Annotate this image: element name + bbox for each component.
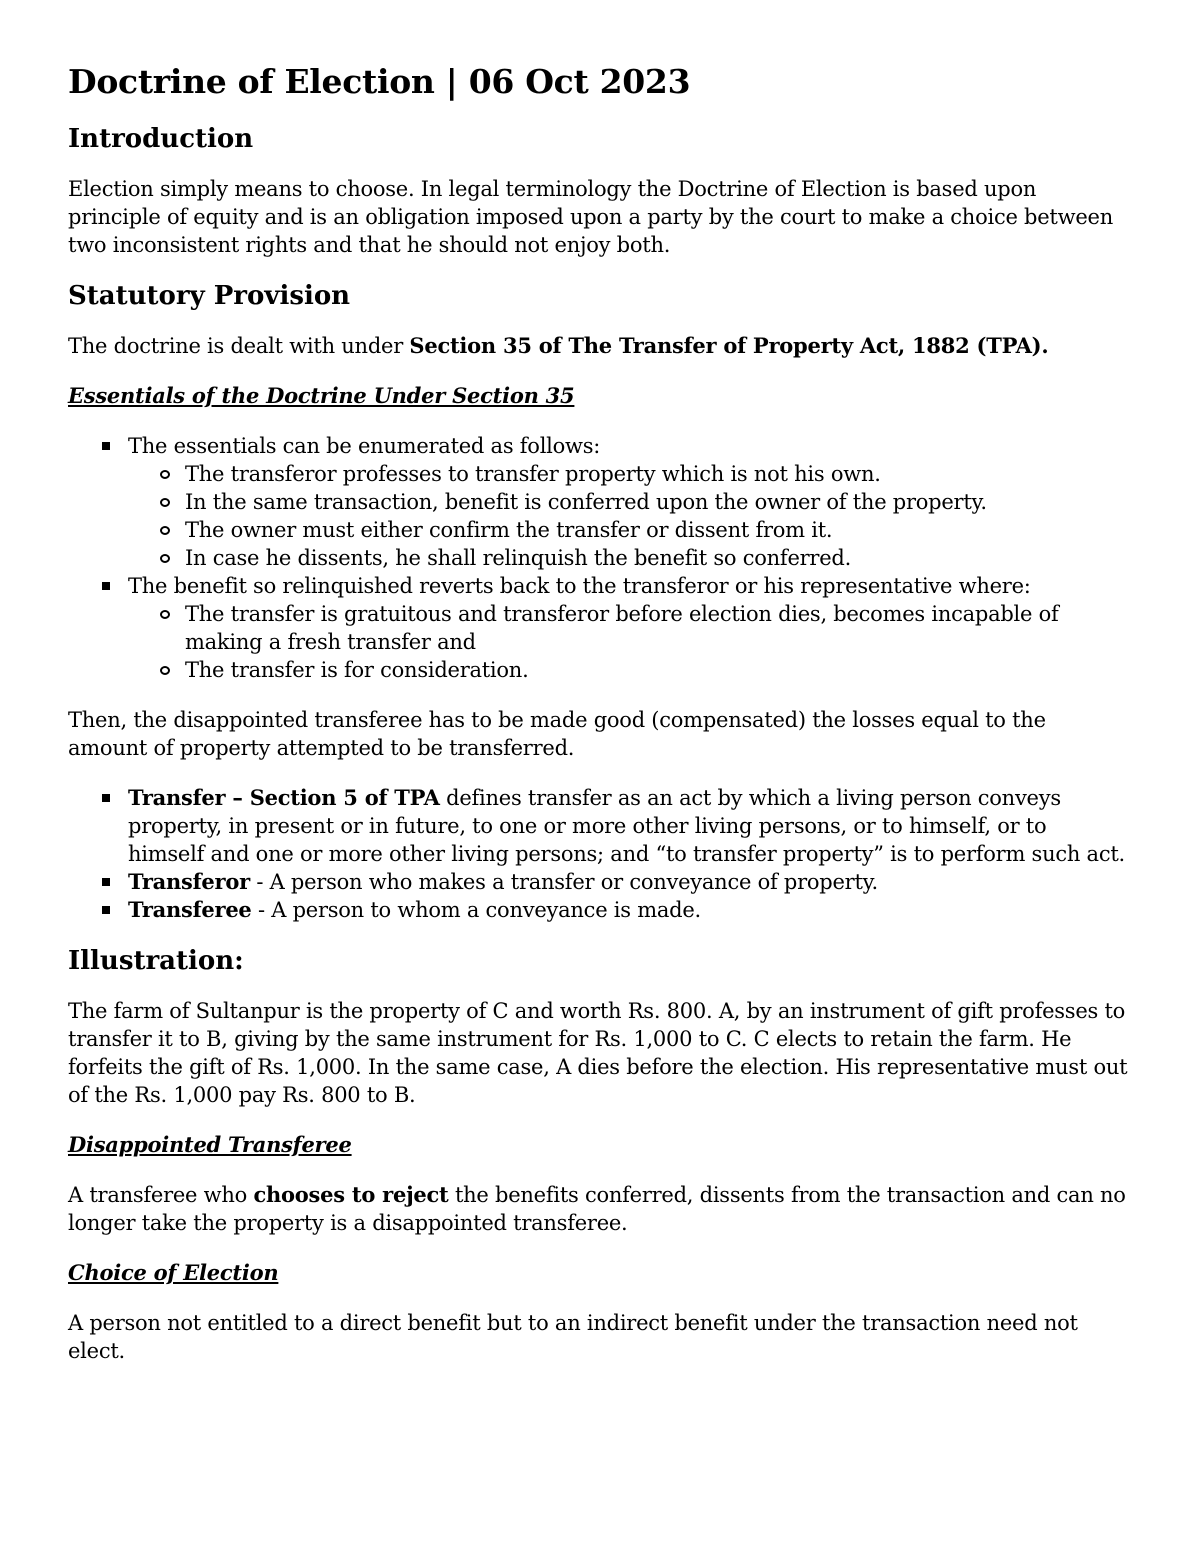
list-item: [68, 572, 1128, 684]
choice-of-election-paragraph: A person not entitled to a direct benefit but to an indirect benefit under the transaction need not elect.: [68, 1311, 1078, 1364]
reversion-sublist: [128, 600, 1128, 684]
definition-text: - A person to whom a conveyance is made.: [251, 897, 701, 922]
disappointed-text-suffix: the benefits conferred, dissents from the transaction and can no longer take the property is a disappointed transferee.: [68, 1183, 1126, 1236]
disappointed-transferee-heading: Disappointed Transferee: [68, 1132, 352, 1158]
definition-term: Transfer – Section 5 of TPA: [128, 784, 440, 810]
essentials-list: [68, 432, 1128, 684]
compensation-paragraph: Then, the disappointed transferee has to be made good (compensated) the losses equal to the amount of property attempted to be transferred.: [68, 707, 1046, 760]
list-item: [68, 432, 1128, 572]
introduction-paragraph: Election simply means to choose. In legal terminology the Doctrine of Election is based upon principle of equity and is an obligation imposed upon a party by the court to make a choice between two inconsistent rights and that he should not enjoy both.: [68, 176, 1113, 257]
illustration-heading: Illustration:: [68, 945, 244, 976]
essentials-heading: Essentials of the Doctrine Under Section 35: [68, 382, 575, 408]
list-item: In the same transaction, benefit is conferred upon the owner of the property.: [128, 488, 1128, 516]
page-title: Doctrine of Election | 06 Oct 2023: [68, 62, 691, 101]
list-item: [68, 784, 1128, 868]
disappointed-text-prefix: A transferee who: [68, 1183, 254, 1208]
choice-of-election-heading: Choice of Election: [68, 1260, 279, 1286]
list-item: In case he dissents, he shall relinquish the benefit so conferred.: [128, 544, 1128, 572]
list-item: The transfer is gratuitous and transferor before election dies, becomes incapable of making a fresh transfer and: [128, 600, 1128, 656]
document-page: [68, 62, 1128, 1387]
essentials-intro: The essentials can be enumerated as follows:: [128, 433, 601, 458]
list-item: [68, 896, 1128, 924]
disappointed-transferee-paragraph: [68, 1181, 1128, 1237]
list-item: The transfer is for consideration.: [128, 656, 1128, 684]
statutory-provision-heading: Statutory Provision: [68, 280, 351, 311]
definition-term: Transferor: [128, 868, 250, 894]
definitions-list: [68, 784, 1128, 924]
definition-text: defines transfer as an act by which a living person conveys property, in present or in future, to one or more other living persons, or to himself, or to himself and one or more other living persons; and “to transfer property” is to perform such act.: [128, 785, 1125, 866]
reversion-intro: The benefit so relinquished reverts back to the transferor or his representative where:: [128, 573, 1031, 598]
definition-term: Transferee: [128, 896, 252, 922]
definition-text: - A person who makes a transfer or conveyance of property.: [249, 869, 878, 894]
list-item: [68, 868, 1128, 896]
statutory-text: The doctrine is dealt with under: [68, 333, 410, 358]
statutory-provision-paragraph: [68, 332, 1128, 360]
list-item: The owner must either confirm the transfer or dissent from it.: [128, 516, 1128, 544]
list-item: The transferor professes to transfer property which is not his own.: [128, 460, 1128, 488]
illustration-paragraph: The farm of Sultanpur is the property of C and worth Rs. 800. A, by an instrument of gift professes to transfer it to B, giving by the same instrument for Rs. 1,000 to C. C elects to retain the farm. He forfeits the gift of Rs. 1,000. In the same case, A dies before the election. His representative must out of the Rs. 1,000 pay Rs. 800 to B.: [68, 999, 1128, 1108]
introduction-heading: Introduction: [68, 123, 254, 154]
disappointed-text-bold: chooses to reject: [253, 1182, 449, 1208]
essentials-sublist: [128, 460, 1128, 572]
statutory-section-reference: Section 35 of The Transfer of Property Act, 1882 (TPA).: [409, 332, 1049, 358]
